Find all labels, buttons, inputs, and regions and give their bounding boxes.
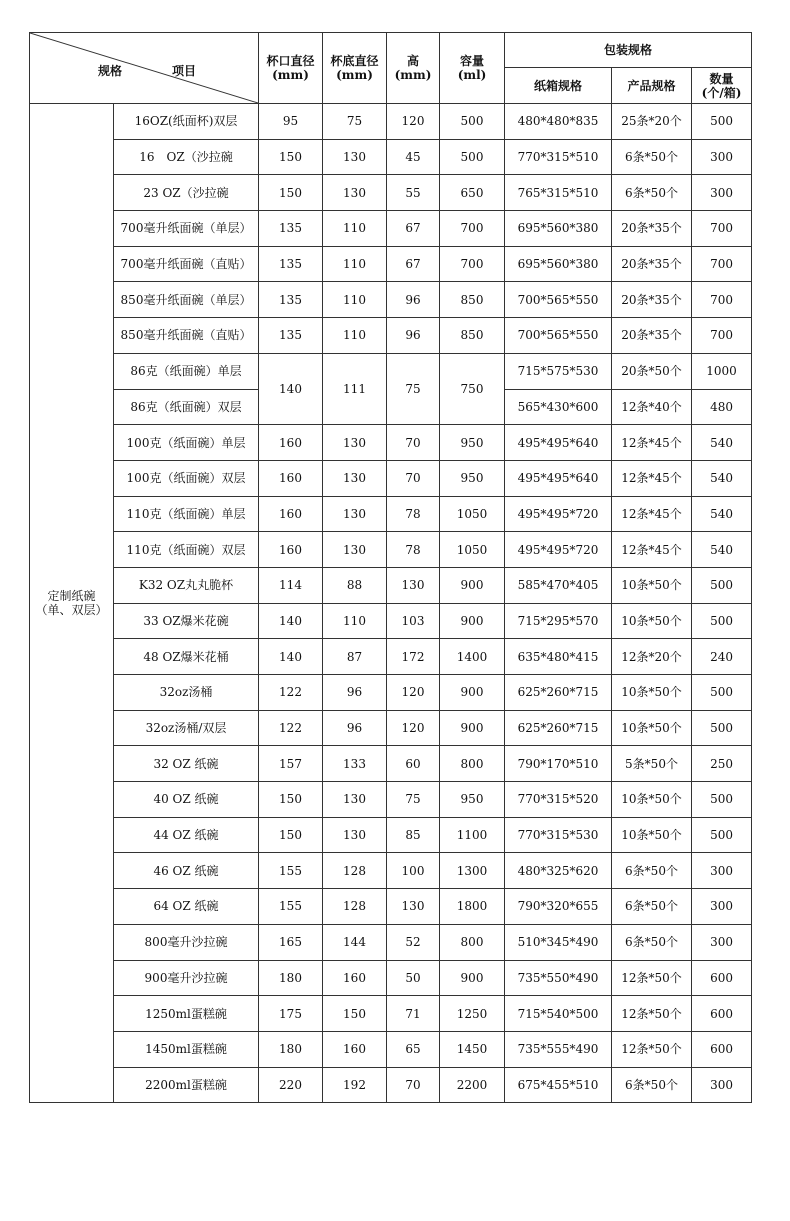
cell-height: 120 <box>387 104 440 140</box>
cell-mouth: 140 <box>259 603 323 639</box>
col-mouth: 杯口直径 (mm) <box>259 33 323 104</box>
table-row <box>30 817 752 853</box>
cell-product: 6条*50个 <box>612 924 692 960</box>
cell-bottom: 130 <box>323 460 387 496</box>
cell-product: 10条*50个 <box>612 567 692 603</box>
cell-mouth: 135 <box>259 246 323 282</box>
table-row <box>30 532 752 568</box>
cell-qty: 540 <box>692 496 752 532</box>
table-row <box>30 996 752 1032</box>
cell-product: 10条*50个 <box>612 782 692 818</box>
cell-height: 55 <box>387 175 440 211</box>
cell-product: 10条*50个 <box>612 710 692 746</box>
cell-product: 12条*50个 <box>612 996 692 1032</box>
cell-name: 800毫升沙拉碗 <box>114 924 259 960</box>
cell-name: 110克（纸面碗）单层 <box>114 496 259 532</box>
table-row <box>30 211 752 247</box>
cell-qty: 300 <box>692 1067 752 1103</box>
cell-height: 65 <box>387 1031 440 1067</box>
table-row <box>30 318 752 354</box>
col-carton: 纸箱规格 <box>505 68 612 104</box>
cell-capacity: 650 <box>440 175 505 211</box>
cell-product: 12条*45个 <box>612 425 692 461</box>
cell-qty: 540 <box>692 460 752 496</box>
cell-capacity: 850 <box>440 318 505 354</box>
cell-name: 16OZ(纸面杯)双层 <box>114 104 259 140</box>
table-body <box>30 104 752 1103</box>
cell-capacity: 1050 <box>440 496 505 532</box>
cell-product: 5条*50个 <box>612 746 692 782</box>
cell-qty: 500 <box>692 104 752 140</box>
cell-carton: 495*495*640 <box>505 460 612 496</box>
cell-capacity: 900 <box>440 710 505 746</box>
cell-height: 130 <box>387 567 440 603</box>
cell-carton: 480*325*620 <box>505 853 612 889</box>
cell-product: 6条*50个 <box>612 1067 692 1103</box>
cell-qty: 540 <box>692 425 752 461</box>
cell-carton: 715*540*500 <box>505 996 612 1032</box>
table-row <box>30 104 752 140</box>
cell-bottom: 110 <box>323 318 387 354</box>
cell-mouth: 140 <box>259 353 323 424</box>
cell-qty: 500 <box>692 782 752 818</box>
cell-bottom: 111 <box>323 353 387 424</box>
cell-capacity: 700 <box>440 246 505 282</box>
cell-product: 12条*45个 <box>612 460 692 496</box>
cell-product: 6条*50个 <box>612 175 692 211</box>
cell-bottom: 130 <box>323 782 387 818</box>
table-row <box>30 889 752 925</box>
cell-product: 10条*50个 <box>612 817 692 853</box>
cell-mouth: 160 <box>259 496 323 532</box>
cell-capacity: 900 <box>440 960 505 996</box>
table-row <box>30 853 752 889</box>
cell-name: 64 OZ 纸碗 <box>114 889 259 925</box>
cell-height: 172 <box>387 639 440 675</box>
cell-capacity: 1400 <box>440 639 505 675</box>
cell-capacity: 950 <box>440 425 505 461</box>
cell-bottom: 88 <box>323 567 387 603</box>
cell-name: 1250ml蛋糕碗 <box>114 996 259 1032</box>
cell-qty: 600 <box>692 960 752 996</box>
cell-qty: 300 <box>692 924 752 960</box>
cell-capacity: 1250 <box>440 996 505 1032</box>
table-row <box>30 639 752 675</box>
cell-carton: 735*550*490 <box>505 960 612 996</box>
cell-capacity: 800 <box>440 924 505 960</box>
cell-name: 40 OZ 纸碗 <box>114 782 259 818</box>
cell-carton: 495*495*720 <box>505 496 612 532</box>
table-row <box>30 246 752 282</box>
cell-capacity: 1800 <box>440 889 505 925</box>
cell-carton: 765*315*510 <box>505 175 612 211</box>
col-capacity: 容量 (ml) <box>440 33 505 104</box>
table-row <box>30 603 752 639</box>
table-row <box>30 175 752 211</box>
cell-mouth: 150 <box>259 139 323 175</box>
cell-name: 33 OZ爆米花碗 <box>114 603 259 639</box>
cell-height: 70 <box>387 425 440 461</box>
cell-name: 32 OZ 纸碗 <box>114 746 259 782</box>
cell-bottom: 128 <box>323 853 387 889</box>
cell-mouth: 165 <box>259 924 323 960</box>
cell-name: 700毫升纸面碗（直贴） <box>114 246 259 282</box>
spec-table <box>29 32 752 1103</box>
cell-capacity: 900 <box>440 603 505 639</box>
cell-capacity: 1100 <box>440 817 505 853</box>
cell-bottom: 133 <box>323 746 387 782</box>
cell-carton: 715*295*570 <box>505 603 612 639</box>
cell-bottom: 192 <box>323 1067 387 1103</box>
cell-capacity: 2200 <box>440 1067 505 1103</box>
cell-mouth: 155 <box>259 889 323 925</box>
cell-carton: 695*560*380 <box>505 246 612 282</box>
cell-capacity: 750 <box>440 353 505 424</box>
cell-height: 60 <box>387 746 440 782</box>
cell-carton: 735*555*490 <box>505 1031 612 1067</box>
cell-mouth: 180 <box>259 960 323 996</box>
cell-qty: 500 <box>692 710 752 746</box>
cell-capacity: 900 <box>440 675 505 711</box>
cell-height: 120 <box>387 710 440 746</box>
cell-mouth: 135 <box>259 282 323 318</box>
cell-name: 16 OZ（沙拉碗 <box>114 139 259 175</box>
cell-qty: 250 <box>692 746 752 782</box>
col-height: 高 (mm) <box>387 33 440 104</box>
cell-height: 70 <box>387 1067 440 1103</box>
cell-mouth: 122 <box>259 710 323 746</box>
cell-product: 25条*20个 <box>612 104 692 140</box>
cell-name: 900毫升沙拉碗 <box>114 960 259 996</box>
cell-height: 50 <box>387 960 440 996</box>
cell-bottom: 150 <box>323 996 387 1032</box>
table-row <box>30 425 752 461</box>
cell-product: 12条*45个 <box>612 496 692 532</box>
cell-bottom: 130 <box>323 532 387 568</box>
table-row <box>30 139 752 175</box>
cell-qty: 1000 <box>692 353 752 389</box>
cell-name: 44 OZ 纸碗 <box>114 817 259 853</box>
cell-qty: 700 <box>692 246 752 282</box>
cell-name: 32oz汤桶/双层 <box>114 710 259 746</box>
cell-product: 20条*35个 <box>612 318 692 354</box>
cell-bottom: 130 <box>323 175 387 211</box>
cell-qty: 240 <box>692 639 752 675</box>
cell-carton: 770*315*510 <box>505 139 612 175</box>
cell-qty: 300 <box>692 853 752 889</box>
cell-name: 46 OZ 纸碗 <box>114 853 259 889</box>
cell-carton: 700*565*550 <box>505 282 612 318</box>
cell-qty: 300 <box>692 139 752 175</box>
table-row <box>30 960 752 996</box>
cell-height: 52 <box>387 924 440 960</box>
table-row <box>30 282 752 318</box>
cell-product: 6条*50个 <box>612 853 692 889</box>
cell-carton: 480*480*835 <box>505 104 612 140</box>
cell-qty: 500 <box>692 817 752 853</box>
cell-bottom: 160 <box>323 960 387 996</box>
cell-height: 96 <box>387 318 440 354</box>
cell-mouth: 150 <box>259 782 323 818</box>
table-row <box>30 1067 752 1103</box>
cell-carton: 695*560*380 <box>505 211 612 247</box>
cell-product: 6条*50个 <box>612 889 692 925</box>
col-bottom: 杯底直径 (mm) <box>323 33 387 104</box>
cell-height: 67 <box>387 246 440 282</box>
cell-capacity: 1450 <box>440 1031 505 1067</box>
cell-capacity: 850 <box>440 282 505 318</box>
cell-qty: 480 <box>692 389 752 425</box>
cell-capacity: 500 <box>440 139 505 175</box>
cell-carton: 770*315*520 <box>505 782 612 818</box>
table-row <box>30 746 752 782</box>
cell-mouth: 140 <box>259 639 323 675</box>
cell-mouth: 220 <box>259 1067 323 1103</box>
cell-qty: 540 <box>692 532 752 568</box>
cell-carton: 495*495*720 <box>505 532 612 568</box>
table-row <box>30 675 752 711</box>
cell-mouth: 175 <box>259 996 323 1032</box>
table-row <box>30 1031 752 1067</box>
table-row <box>30 567 752 603</box>
cell-height: 45 <box>387 139 440 175</box>
cell-carton: 790*170*510 <box>505 746 612 782</box>
cell-carton: 715*575*530 <box>505 353 612 389</box>
cell-mouth: 150 <box>259 817 323 853</box>
cell-product: 6条*50个 <box>612 139 692 175</box>
cell-bottom: 110 <box>323 603 387 639</box>
table-row <box>30 782 752 818</box>
cell-qty: 300 <box>692 175 752 211</box>
cell-bottom: 128 <box>323 889 387 925</box>
cell-carton: 700*565*550 <box>505 318 612 354</box>
cell-height: 78 <box>387 496 440 532</box>
corner-header <box>30 33 259 104</box>
cell-name: 48 OZ爆米花桶 <box>114 639 259 675</box>
cell-carton: 675*455*510 <box>505 1067 612 1103</box>
cell-capacity: 950 <box>440 782 505 818</box>
cell-product: 12条*50个 <box>612 1031 692 1067</box>
cell-qty: 500 <box>692 603 752 639</box>
cell-capacity: 800 <box>440 746 505 782</box>
cell-height: 70 <box>387 460 440 496</box>
cell-height: 120 <box>387 675 440 711</box>
cell-height: 67 <box>387 211 440 247</box>
cell-height: 85 <box>387 817 440 853</box>
cell-qty: 600 <box>692 1031 752 1067</box>
cell-bottom: 110 <box>323 246 387 282</box>
cell-bottom: 75 <box>323 104 387 140</box>
cell-capacity: 1050 <box>440 532 505 568</box>
cell-bottom: 130 <box>323 425 387 461</box>
cell-carton: 585*470*405 <box>505 567 612 603</box>
cell-name: 1450ml蛋糕碗 <box>114 1031 259 1067</box>
cell-carton: 495*495*640 <box>505 425 612 461</box>
cell-name: K32 OZ丸丸脆杯 <box>114 567 259 603</box>
cell-carton: 625*260*715 <box>505 710 612 746</box>
cell-bottom: 130 <box>323 817 387 853</box>
cell-carton: 770*315*530 <box>505 817 612 853</box>
cell-qty: 300 <box>692 889 752 925</box>
cell-qty: 500 <box>692 567 752 603</box>
cell-qty: 700 <box>692 211 752 247</box>
cell-name: 100克（纸面碗）双层 <box>114 460 259 496</box>
cell-mouth: 122 <box>259 675 323 711</box>
col-product: 产品规格 <box>612 68 692 104</box>
cell-name: 700毫升纸面碗（单层） <box>114 211 259 247</box>
cell-mouth: 135 <box>259 211 323 247</box>
cell-bottom: 110 <box>323 211 387 247</box>
cell-bottom: 130 <box>323 139 387 175</box>
cell-product: 12条*45个 <box>612 532 692 568</box>
table-row <box>30 353 752 389</box>
cell-bottom: 160 <box>323 1031 387 1067</box>
diagonal-line <box>30 33 258 103</box>
cell-height: 75 <box>387 782 440 818</box>
cell-product: 20条*35个 <box>612 282 692 318</box>
cell-capacity: 1300 <box>440 853 505 889</box>
item-label: 项目 <box>172 64 197 78</box>
cell-product: 12条*40个 <box>612 389 692 425</box>
cell-name: 32oz汤桶 <box>114 675 259 711</box>
cell-qty: 500 <box>692 675 752 711</box>
cell-capacity: 900 <box>440 567 505 603</box>
cell-mouth: 180 <box>259 1031 323 1067</box>
cell-capacity: 700 <box>440 211 505 247</box>
col-qty: 数量 (个/箱) <box>692 68 752 104</box>
cell-name: 86克（纸面碗）单层 <box>114 353 259 389</box>
table-row <box>30 460 752 496</box>
cell-mouth: 150 <box>259 175 323 211</box>
cell-capacity: 950 <box>440 460 505 496</box>
spec-label: 规格 <box>98 64 123 78</box>
cell-qty: 600 <box>692 996 752 1032</box>
group-label: 定制纸碗（单、双层） <box>30 104 114 1103</box>
cell-product: 10条*50个 <box>612 675 692 711</box>
cell-height: 78 <box>387 532 440 568</box>
cell-height: 96 <box>387 282 440 318</box>
cell-bottom: 130 <box>323 496 387 532</box>
cell-mouth: 160 <box>259 460 323 496</box>
cell-product: 20条*35个 <box>612 211 692 247</box>
cell-bottom: 87 <box>323 639 387 675</box>
cell-name: 2200ml蛋糕碗 <box>114 1067 259 1103</box>
cell-name: 850毫升纸面碗（单层） <box>114 282 259 318</box>
cell-name: 23 OZ（沙拉碗 <box>114 175 259 211</box>
cell-product: 12条*20个 <box>612 639 692 675</box>
cell-product: 20条*50个 <box>612 353 692 389</box>
cell-mouth: 114 <box>259 567 323 603</box>
cell-height: 130 <box>387 889 440 925</box>
cell-carton: 635*480*415 <box>505 639 612 675</box>
cell-carton: 565*430*600 <box>505 389 612 425</box>
table-row <box>30 710 752 746</box>
cell-qty: 700 <box>692 282 752 318</box>
cell-height: 103 <box>387 603 440 639</box>
cell-mouth: 155 <box>259 853 323 889</box>
cell-product: 20条*35个 <box>612 246 692 282</box>
cell-mouth: 157 <box>259 746 323 782</box>
cell-bottom: 96 <box>323 710 387 746</box>
cell-carton: 625*260*715 <box>505 675 612 711</box>
cell-name: 86克（纸面碗）双层 <box>114 389 259 425</box>
cell-bottom: 96 <box>323 675 387 711</box>
cell-product: 10条*50个 <box>612 603 692 639</box>
table-row <box>30 924 752 960</box>
cell-product: 12条*50个 <box>612 960 692 996</box>
cell-bottom: 144 <box>323 924 387 960</box>
cell-carton: 790*320*655 <box>505 889 612 925</box>
table-row <box>30 496 752 532</box>
cell-capacity: 500 <box>440 104 505 140</box>
cell-height: 75 <box>387 353 440 424</box>
cell-name: 100克（纸面碗）单层 <box>114 425 259 461</box>
cell-name: 110克（纸面碗）双层 <box>114 532 259 568</box>
cell-mouth: 95 <box>259 104 323 140</box>
cell-name: 850毫升纸面碗（直贴） <box>114 318 259 354</box>
cell-bottom: 110 <box>323 282 387 318</box>
cell-height: 71 <box>387 996 440 1032</box>
cell-mouth: 160 <box>259 532 323 568</box>
cell-mouth: 160 <box>259 425 323 461</box>
cell-carton: 510*345*490 <box>505 924 612 960</box>
col-packing: 包装规格 <box>505 33 752 68</box>
cell-mouth: 135 <box>259 318 323 354</box>
cell-height: 100 <box>387 853 440 889</box>
cell-qty: 700 <box>692 318 752 354</box>
